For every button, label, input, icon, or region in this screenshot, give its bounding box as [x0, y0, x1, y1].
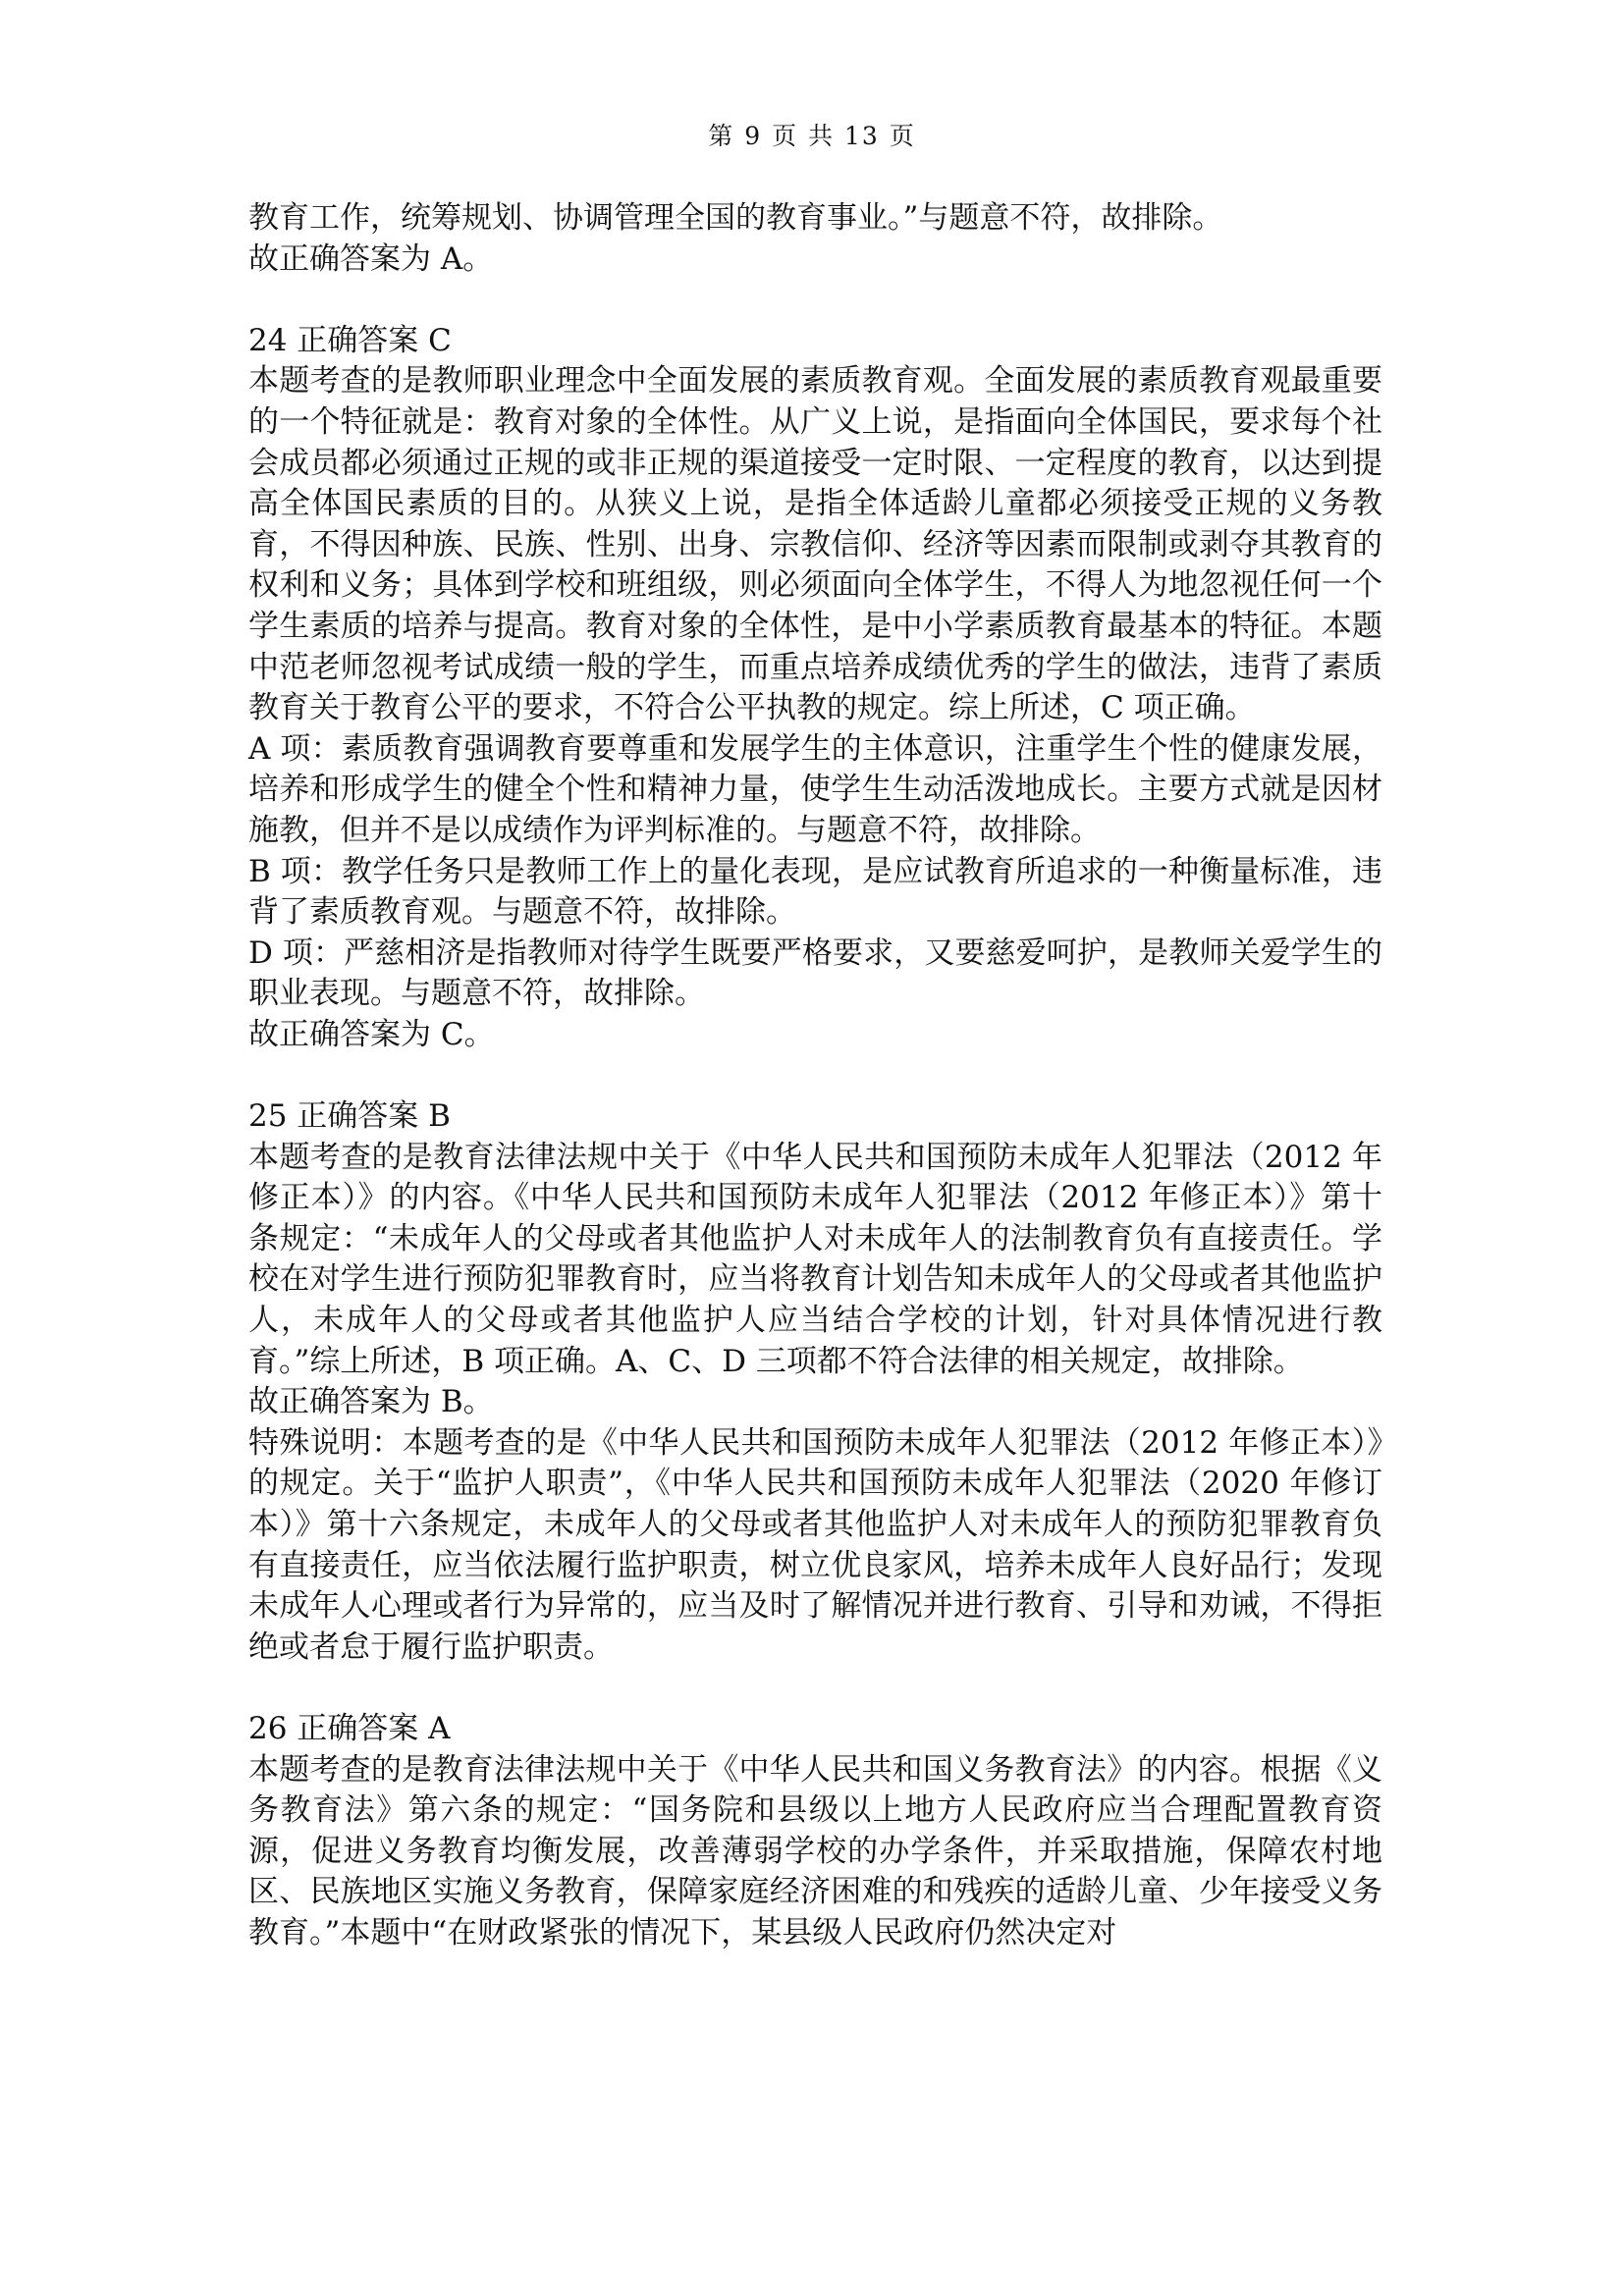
- answer-25-title: 25 正确答案 B: [248, 1098, 451, 1135]
- answer-24-option-b: B 项：教学任务只是教师工作上的量化表现，是应试教育所追求的一种衡量标准，违背了素质教育观。与题意不符，故排除。: [248, 853, 1382, 931]
- answer-25-conclusion: 故正确答案为 B。: [248, 1384, 494, 1420]
- intro-continuation: 教育工作，统筹规划、协调管理全国的教育事业。”与题意不符，故排除。: [248, 200, 1223, 236]
- answer-24-option-a: A 项：素质教育强调教育要尊重和发展学生的主体意识，注重学生个性的健康发展，培养和形成学生的健全个性和精神力量，使学生生动活泼地成长。主要方式就是因材施教，但并不是以成绩作为评判标准的。与题意不符，故排除。: [248, 730, 1382, 848]
- answer-25-explanation: 本题考查的是教育法律法规中关于《中华人民共和国预防未成年人犯罪法（2012 年修正本）》的内容。《中华人民共和国预防未成年人犯罪法（2012 年修正本）》第十条规定：“未成年人的父母或者其他监护人对未成年人的法制教育负有直接责任。学校在对学生进行预防犯罪教育时，应当将教育计划告知未成年人的父母或者其他监护人，未成年人的父母或者其他监护人应当结合学校的计划，针对具体情况进行教育。”综上所述，B 项正确。A、C、D 三项都不符合法律的相关规定，故排除。: [248, 1139, 1382, 1379]
- answer-24-title: 24 正确答案 C: [248, 322, 452, 358]
- page-header: 第 9 页 共 13 页: [708, 122, 916, 150]
- answer-26: [248, 1709, 1382, 1954]
- answer-26-title: 26 正确答案 A: [248, 1710, 451, 1746]
- section-gap: [248, 280, 1382, 321]
- answer-24-conclusion: 故正确答案为 C。: [248, 1016, 495, 1052]
- answer-24: [248, 321, 1382, 1056]
- answer-25: [248, 1096, 1382, 1668]
- document-body: [248, 198, 1382, 1954]
- answer-24-explanation: 本题考查的是教师职业理念中全面发展的素质教育观。全面发展的素质教育观最重要的一个特征就是：教育对象的全体性。从广义上说，是指面向全体国民，要求每个社会成员都必须通过正规的或非正规的渠道接受一定时限、一定程度的教育，以达到提高全体国民素质的目的。从狭义上说，是指全体适龄儿童都必须接受正规的义务教育，不得因种族、民族、性别、出身、宗教信仰、经济等因素而限制或剥夺其教育的权利和义务；具体到学校和班组级，则必须面向全体学生，不得人为地忽视任何一个学生素质的培养与提高。教育对象的全体性，是中小学素质教育最基本的特征。本题中范老师忽视考试成绩一般的学生，而重点培养成绩优秀的学生的做法，违背了素质教育关于教育公平的要求，不符合公平执教的规定。综上所述，C 项正确。: [248, 363, 1382, 726]
- answer-25-special-note: 特殊说明：本题考查的是《中华人民共和国预防未成年人犯罪法（2012 年修正本）》的规定。关于“监护人职责”，《中华人民共和国预防未成年人犯罪法（2020 年修订本）》第十六条规定，未成年人的父母或者其他监护人对未成年人的预防犯罪教育负有直接责任，应当依法履行监护职责，树立优良家风，培养未成年人良好品行；发现未成年人心理或者行为异常的，应当及时了解情况并进行教育、引导和劝诫，不得拒绝或者怠于履行监护职责。: [248, 1424, 1382, 1665]
- answer-26-explanation: 本题考查的是教育法律法规中关于《中华人民共和国义务教育法》的内容。根据《义务教育法》第六条的规定：“国务院和县级以上地方人民政府应当合理配置教育资源，促进义务教育均衡发展，改善薄弱学校的办学条件，并采取措施，保障农村地区、民族地区实施义务教育，保障家庭经济困难的和残疾的适龄儿童、少年接受义务教育。”本题中“在财政紧张的情况下，某县级人民政府仍然决定对: [248, 1751, 1382, 1950]
- section-gap: [248, 1055, 1382, 1096]
- section-gap: [248, 1668, 1382, 1709]
- answer-24-option-d: D 项：严慈相济是指教师对待学生既要严格要求，又要慈爱呵护，是教师关爱学生的职业表现。与题意不符，故排除。: [248, 934, 1382, 1012]
- intro-answer: 故正确答案为 A。: [248, 240, 494, 277]
